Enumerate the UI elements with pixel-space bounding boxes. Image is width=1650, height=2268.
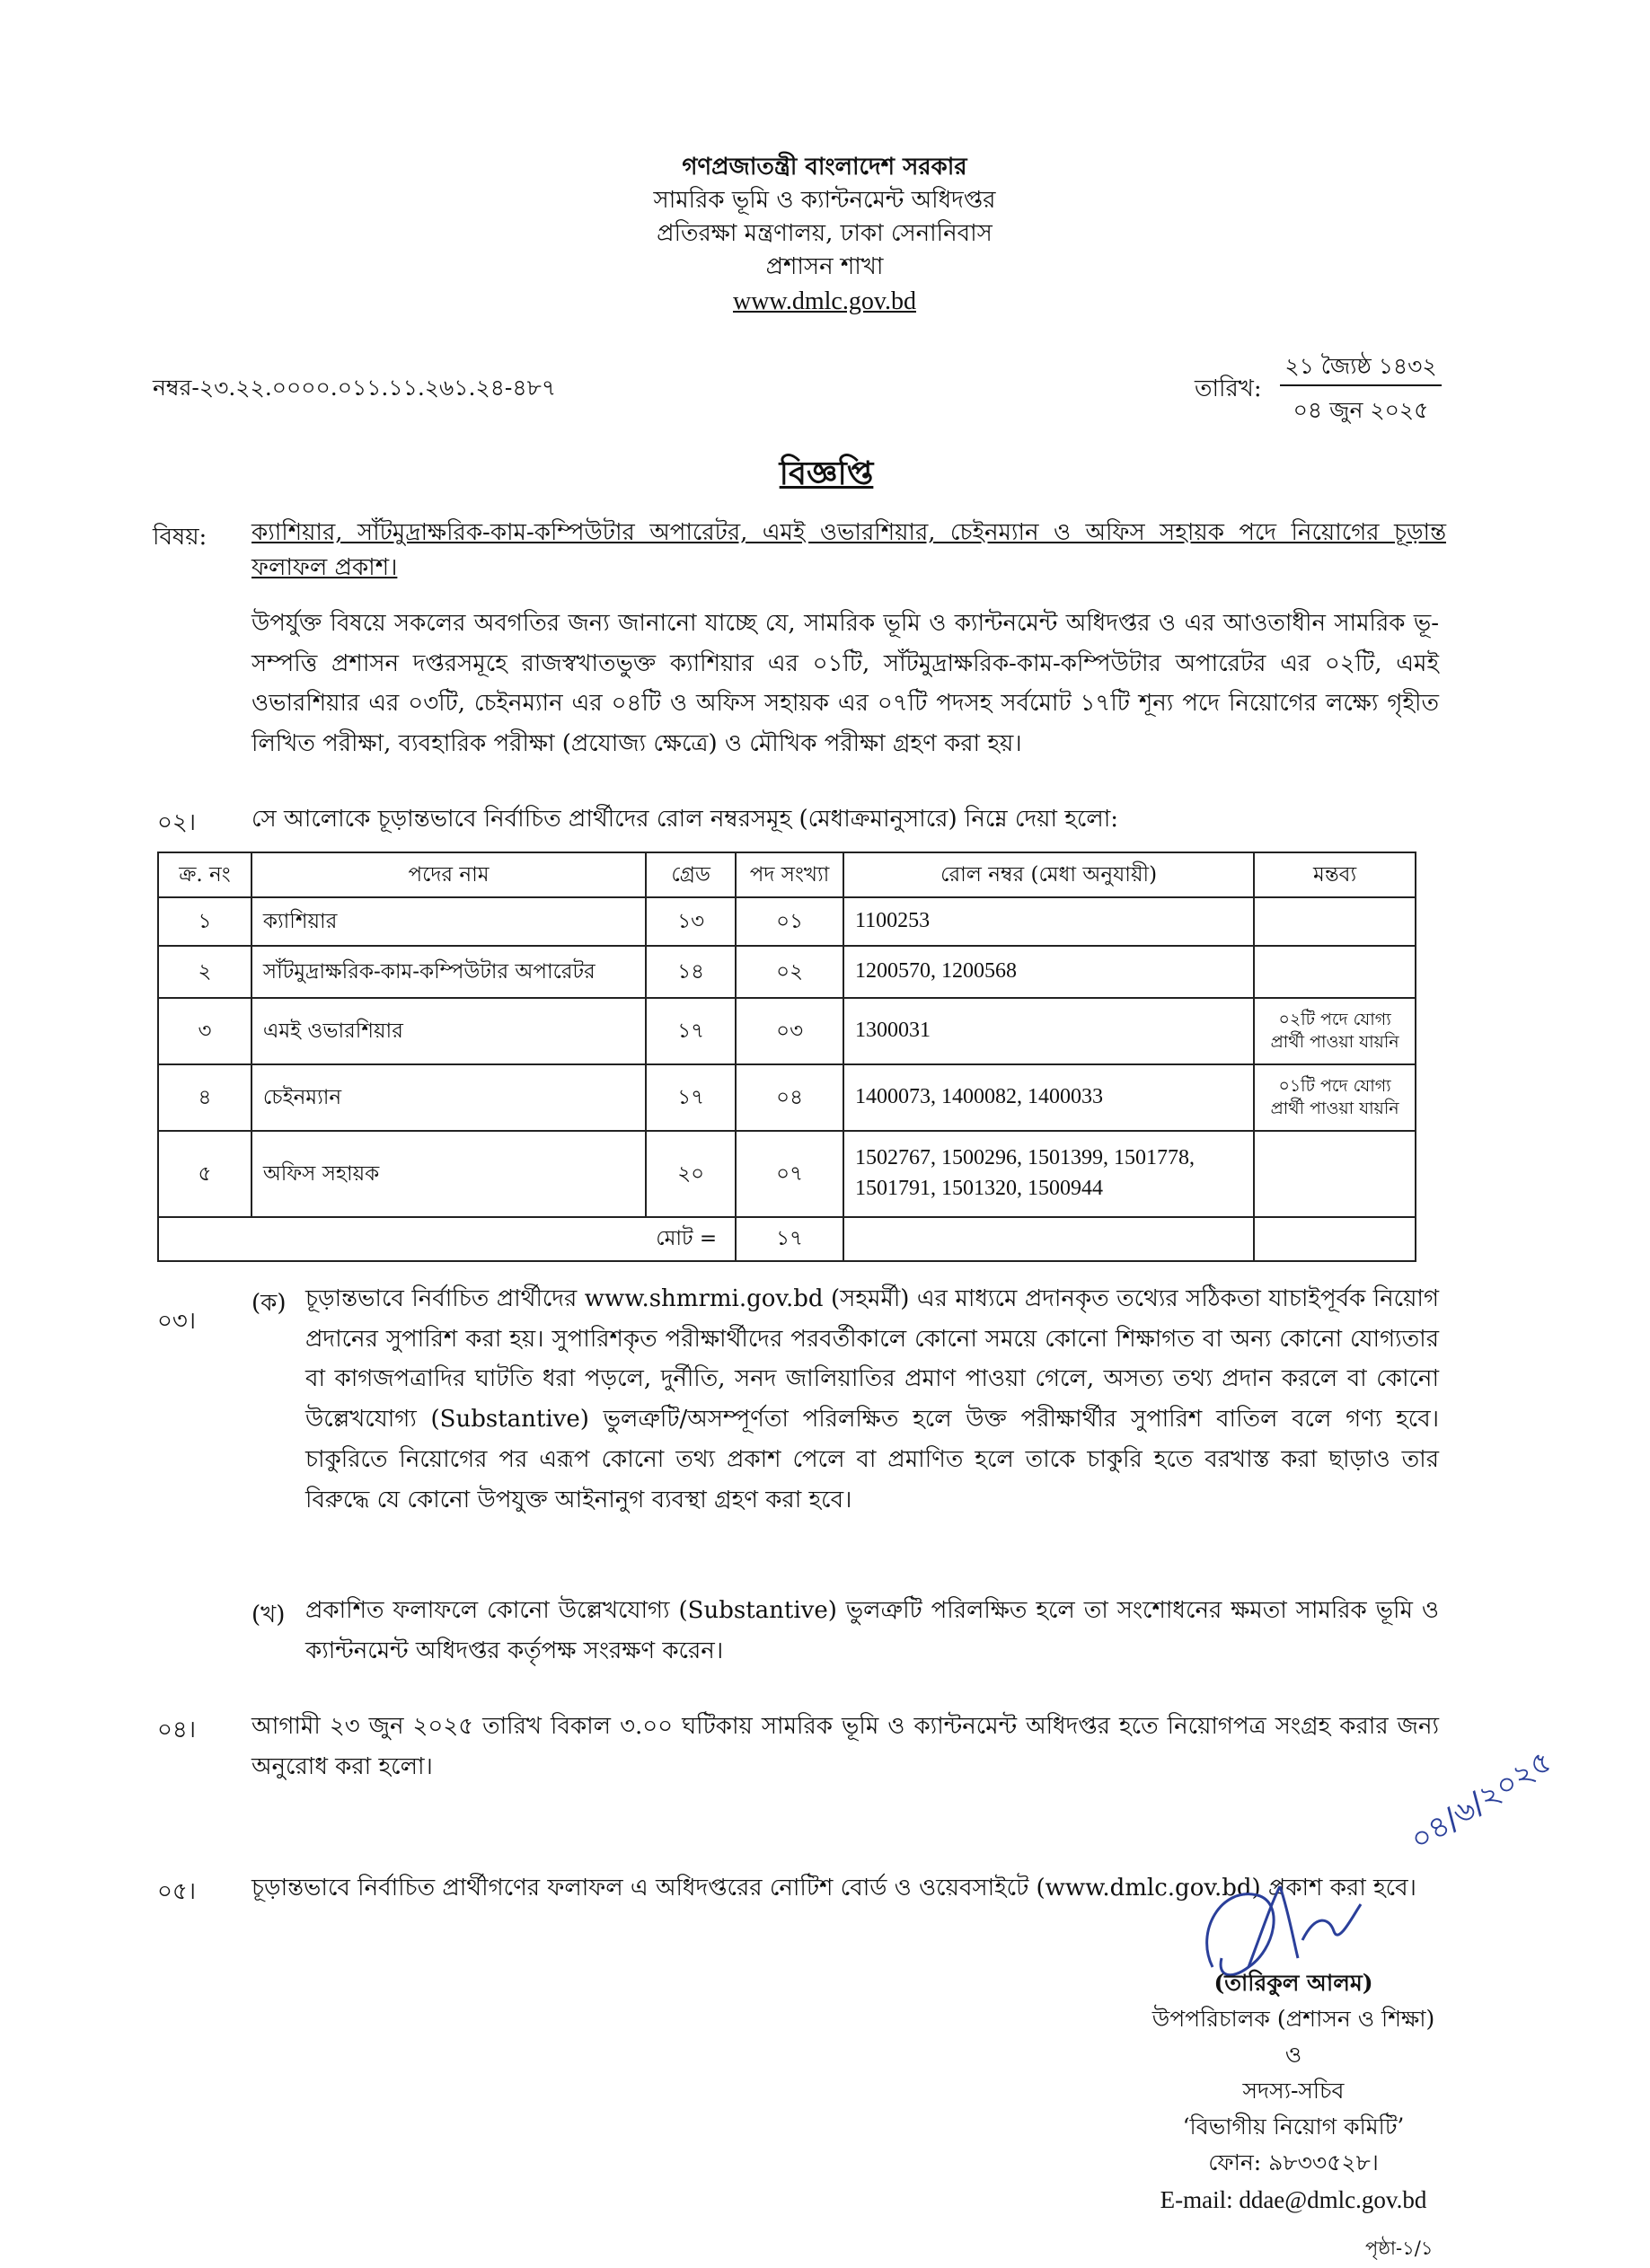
- subject-label: বিষয়:: [153, 524, 207, 551]
- cell-grade: ২০: [646, 1131, 736, 1217]
- letterhead: [555, 151, 1094, 319]
- cell-remark: [1254, 1131, 1416, 1217]
- ministry-name: প্রতিরক্ষা মন্ত্রণালয়, ঢাকা সেনানিবাস: [657, 219, 993, 247]
- section-3b-label: (খ): [251, 1602, 286, 1628]
- section-5-text: চূড়ান্তভাবে নির্বাচিত প্রার্থীগণের ফলাফল এ অধিদপ্তরের নোটিশ বোর্ড ও ওয়েবসাইটে (www.dmlc.gov.bd) প্রকাশ করা হবে।: [251, 1875, 1416, 1902]
- cell-serial: ২: [158, 946, 251, 998]
- table-row: [158, 998, 1416, 1064]
- section-3a-label: (ক): [251, 1290, 287, 1317]
- section-2-number: ০২।: [157, 809, 197, 836]
- header-count: পদ সংখ্যা: [736, 852, 843, 897]
- signatory-block: [1105, 1965, 1482, 2219]
- results-table: [157, 852, 1416, 1262]
- signature-date: ০৪/৬/২০২৫: [1404, 1743, 1558, 1859]
- cell-rolls: 1400073, 1400082, 1400033: [843, 1064, 1254, 1131]
- cell-count: ০২: [736, 946, 843, 998]
- signatory-committee: ‘বিভাগীয় নিয়োগ কমিটি’: [1182, 2114, 1405, 2140]
- header-serial: ক্র. নং: [158, 852, 251, 897]
- cell-remark: ০১টি পদে যোগ্য প্রার্থী পাওয়া যায়নি: [1254, 1064, 1416, 1131]
- cell-count: ০৭: [736, 1131, 843, 1217]
- table-row: [158, 946, 1416, 998]
- table-row: [158, 1064, 1416, 1131]
- section-4-text: আগামী ২৩ জুন ২০২৫ তারিখ বিকাল ৩.০০ ঘটিকায় সামরিক ভূমি ও ক্যান্টনমেন্ট অধিদপ্তর হতে নিয়োগপত্র সংগ্রহ করার জন্য অনুরোধ করা হলো।: [251, 1713, 1439, 1780]
- signatory-phone: ফোন: ৯৮৩৩৫২৮।: [1208, 2149, 1379, 2175]
- cell-post: সাঁটমুদ্রাক্ষরিক-কাম-কম্পিউটার অপারেটর: [251, 946, 646, 998]
- signatory-email[interactable]: E-mail: ddae@dmlc.gov.bd: [1160, 2186, 1427, 2213]
- date-english: ০৪ জুন ২০২৫: [1293, 397, 1429, 423]
- date-divider: [1280, 384, 1442, 386]
- section-5-number: ০৫।: [157, 1878, 197, 1905]
- table-total-row: [158, 1217, 1416, 1261]
- section-3-number: ০৩।: [157, 1308, 197, 1335]
- intro-paragraph: উপর্যুক্ত বিষয়ে সকলের অবগতির জন্য জানানো যাচ্ছে যে, সামরিক ভূমি ও ক্যান্টনমেন্ট অধিদপ্তর ও এর আওতাধীন সামরিক ভূ-সম্পত্তি প্রশাসন দপ্তরসমূহে রাজস্বখাতভুক্ত ক্যাশিয়ার এর ০১টি, সাঁটমুদ্রাক্ষরিক-কাম-কম্পিউটার অপারেটর এর ০২টি, এমই ওভারশিয়ার এর ০৩টি, চেইনম্যান এর ০৪টি ও অফিস সহায়ক এর ০৭টি পদসহ সর্বমোট ১৭টি শূন্য পদে নিয়োগের লক্ষ্যে গৃহীত লিখিত পরীক্ষা, ব্যবহারিক পরীক্ষা (প্রযোজ্য ক্ষেত্রে) ও মৌখিক পরীক্ষা গ্রহণ করা হয়।: [251, 610, 1439, 758]
- cell-remark: [1254, 897, 1416, 946]
- cell-count: ০৪: [736, 1064, 843, 1131]
- date-label: তারিখ:: [1195, 375, 1262, 402]
- section-3a-text: চূড়ান্তভাবে নির্বাচিত প্রার্থীদের www.shmrmi.gov.bd (সহমর্মী) এর মাধ্যমে প্রদানকৃত তথ্যের সঠিকতা যাচাইপূর্বক নিয়োগ প্রদানের সুপারিশ করা হয়। সুপারিশকৃত পরীক্ষার্থীদের পরবর্তীকালে কোনো সময়ে কোনো শিক্ষাগত বা অন্য কোনো যোগ্যতার বা কাগজপত্রাদির ঘাটতি ধরা পড়লে, দুর্নীতি, সনদ জালিয়াতির প্রমাণ পাওয়া গেলে, অসত্য তথ্য প্রদান করলে বা কোনো উল্লেখযোগ্য (Substantive) ভুলত্রুটি/অসম্পূর্ণতা পরিলক্ষিত হলে উক্ত পরীক্ষার্থীর সুপারিশ বাতিল বলে গণ্য হবে। চাকুরিতে নিয়োগের পর এরূপ কোনো তথ্য প্রকাশ পেলে বা প্রমাণিত হলে তাকে চাকুরি হতে বরখাস্ত করা ছাড়াও তার বিরুদ্ধে যে কোনো উপযুক্ত আইনানুগ ব্যবস্থা গ্রহণ করা হবে।: [305, 1285, 1439, 1513]
- table-row: [158, 1131, 1416, 1217]
- department-name: সামরিক ভূমি ও ক্যান্টনমেন্ট অধিদপ্তর: [653, 186, 996, 214]
- cell-rolls: 1200570, 1200568: [843, 946, 1254, 998]
- cell-grade: ১৭: [646, 998, 736, 1064]
- cell-rolls: 1502767, 1500296, 1501399, 1501778, 1501791, 1501320, 1500944: [843, 1131, 1254, 1217]
- table-row: [158, 897, 1416, 946]
- cell-rolls: 1100253: [843, 897, 1254, 946]
- date-bangla: ২১ জ্যৈষ্ঠ ১৪৩২: [1284, 353, 1437, 379]
- notice-title: বিজ্ঞপ্তি: [779, 454, 874, 492]
- signatory-designation: উপপরিচালক (প্রশাসন ও শিক্ষা): [1151, 2006, 1435, 2032]
- cell-post: ক্যাশিয়ার: [251, 897, 646, 946]
- cell-remark: ০২টি পদে যোগ্য প্রার্থী পাওয়া যায়নি: [1254, 998, 1416, 1064]
- cell-serial: ৪: [158, 1064, 251, 1131]
- cell-serial: ১: [158, 897, 251, 946]
- signatory-name: (তারিকুল আলম): [1213, 1970, 1373, 1996]
- branch-name: প্রশাসন শাখা: [765, 252, 884, 280]
- cell-grade: ১৩: [646, 897, 736, 946]
- subject-text: ক্যাশিয়ার, সাঁটমুদ্রাক্ষরিক-কাম-কম্পিউটার অপারেটর, এমই ওভারশিয়ার, চেইনম্যান ও অফিস সহায়ক পদে নিয়োগের চূড়ান্ত ফলাফল প্রকাশ।: [251, 519, 1446, 581]
- cell-count: ০৩: [736, 998, 843, 1064]
- cell-count: ০১: [736, 897, 843, 946]
- signatory-and: ও: [1284, 2042, 1302, 2068]
- page-number: পৃষ্ঠা-১/১: [1365, 2237, 1434, 2259]
- header-rolls: রোল নম্বর (মেধা অনুযায়ী): [843, 852, 1254, 897]
- cell-post: অফিস সহায়ক: [251, 1131, 646, 1217]
- cell-serial: ৩: [158, 998, 251, 1064]
- total-value: ১৭: [736, 1217, 843, 1261]
- total-label: মোট =: [158, 1217, 736, 1261]
- cell-rolls: 1300031: [843, 998, 1254, 1064]
- section-4-number: ০৪।: [157, 1716, 197, 1743]
- table-header-row: [158, 852, 1416, 897]
- cell-post: চেইনম্যান: [251, 1064, 646, 1131]
- cell-remark: [1254, 946, 1416, 998]
- section-3b-text: প্রকাশিত ফলাফলে কোনো উল্লেখযোগ্য (Substantive) ভুলত্রুটি পরিলক্ষিত হলে তা সংশোধনের ক্ষমতা সামরিক ভূমি ও ক্যান্টনমেন্ট অধিদপ্তর কর্তৃপক্ষ সংরক্ষণ করেন।: [305, 1597, 1439, 1664]
- header-remark: মন্তব্য: [1254, 852, 1416, 897]
- website-link[interactable]: www.dmlc.gov.bd: [732, 287, 916, 315]
- cell-grade: ১৭: [646, 1064, 736, 1131]
- memo-number: নম্বর-২৩.২২.০০০০.০১১.১১.২৬১.২৪-৪৮৭: [153, 375, 557, 401]
- section-2-text: সে আলোকে চূড়ান্তভাবে নির্বাচিত প্রার্থীদের রোল নম্বরসমূহ (মেধাক্রমানুসারে) নিম্নে দেয়া হলো:: [251, 806, 1119, 833]
- cell-post: এমই ওভারশিয়ার: [251, 998, 646, 1064]
- cell-grade: ১৪: [646, 946, 736, 998]
- govt-name: গণপ্রজাতন্ত্রী বাংলাদেশ সরকার: [682, 154, 967, 181]
- signatory-role: সদস্য-সচিব: [1242, 2078, 1345, 2104]
- header-grade: গ্রেড: [646, 852, 736, 897]
- header-post: পদের নাম: [251, 852, 646, 897]
- cell-serial: ৫: [158, 1131, 251, 1217]
